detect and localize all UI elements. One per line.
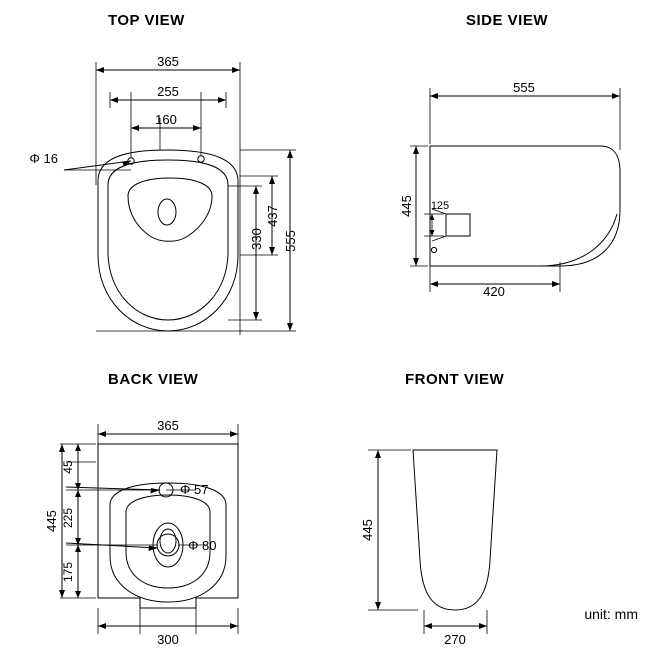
view-title-back: BACK VIEW (108, 371, 199, 388)
unit-label: unit: mm (584, 606, 638, 622)
side-view-bottom-curve (430, 214, 617, 266)
dim-side-555: 555 (513, 80, 535, 95)
top-view-leader-hole (64, 161, 131, 170)
side-view-outline (430, 146, 620, 266)
front-view-dimension-445 (375, 450, 381, 610)
dim-front-270: 270 (444, 632, 466, 647)
view-title-side: SIDE VIEW (466, 12, 549, 29)
back-view-dimension-175 (75, 545, 81, 598)
dim-top-hole-dia: Φ 16 (29, 151, 58, 166)
top-view-dimension-330 (253, 186, 259, 320)
dim-side-420: 420 (483, 284, 505, 299)
top-view-water-area (128, 178, 212, 241)
front-view-group (368, 450, 497, 634)
back-view-dimension-225 (75, 490, 81, 545)
front-view-outline (413, 450, 497, 610)
dim-side-125: 125 (430, 200, 450, 212)
dim-side-445: 445 (399, 195, 414, 217)
view-title-front: FRONT VIEW (405, 371, 505, 388)
dim-top-255: 255 (157, 84, 179, 99)
top-view-bowl-outline (108, 160, 228, 320)
side-view-group (410, 88, 620, 292)
dim-top-365: 365 (157, 54, 179, 69)
dim-back-445: 445 (44, 510, 59, 532)
back-view-extension-lines (60, 424, 238, 634)
back-view-dimension-45 (75, 444, 81, 490)
dim-back-lower-hole: Φ 80 (188, 538, 217, 553)
top-view-hole-right (198, 156, 204, 162)
dim-back-175: 175 (61, 561, 75, 583)
back-view-outline (98, 444, 238, 608)
dim-back-365: 365 (157, 418, 179, 433)
top-view-seat-outline (98, 150, 238, 331)
back-view-inner-oval (160, 529, 176, 553)
top-view-oval-detail (158, 199, 176, 225)
dim-back-45: 45 (61, 460, 75, 474)
dim-top-555: 555 (283, 230, 298, 252)
side-view-outlet-leader-2 (432, 236, 446, 241)
view-title-top: TOP VIEW (108, 12, 185, 29)
dim-top-160: 160 (155, 112, 177, 127)
top-view-extension-lines (64, 62, 296, 335)
front-view-extension-lines (368, 450, 487, 634)
dim-back-300: 300 (157, 632, 179, 647)
side-view-outlet (446, 214, 470, 236)
dim-back-225: 225 (61, 507, 75, 529)
side-view-fixing-hole (431, 247, 436, 252)
front-view-dimension-270 (424, 623, 487, 629)
dim-front-445: 445 (360, 519, 375, 541)
top-view-group (64, 62, 296, 335)
back-view-group (59, 424, 238, 634)
back-view-dimension-300 (98, 623, 238, 629)
dim-top-330: 330 (249, 228, 264, 250)
dim-top-437: 437 (265, 205, 280, 227)
dim-back-upper-hole: Φ 57 (180, 482, 209, 497)
